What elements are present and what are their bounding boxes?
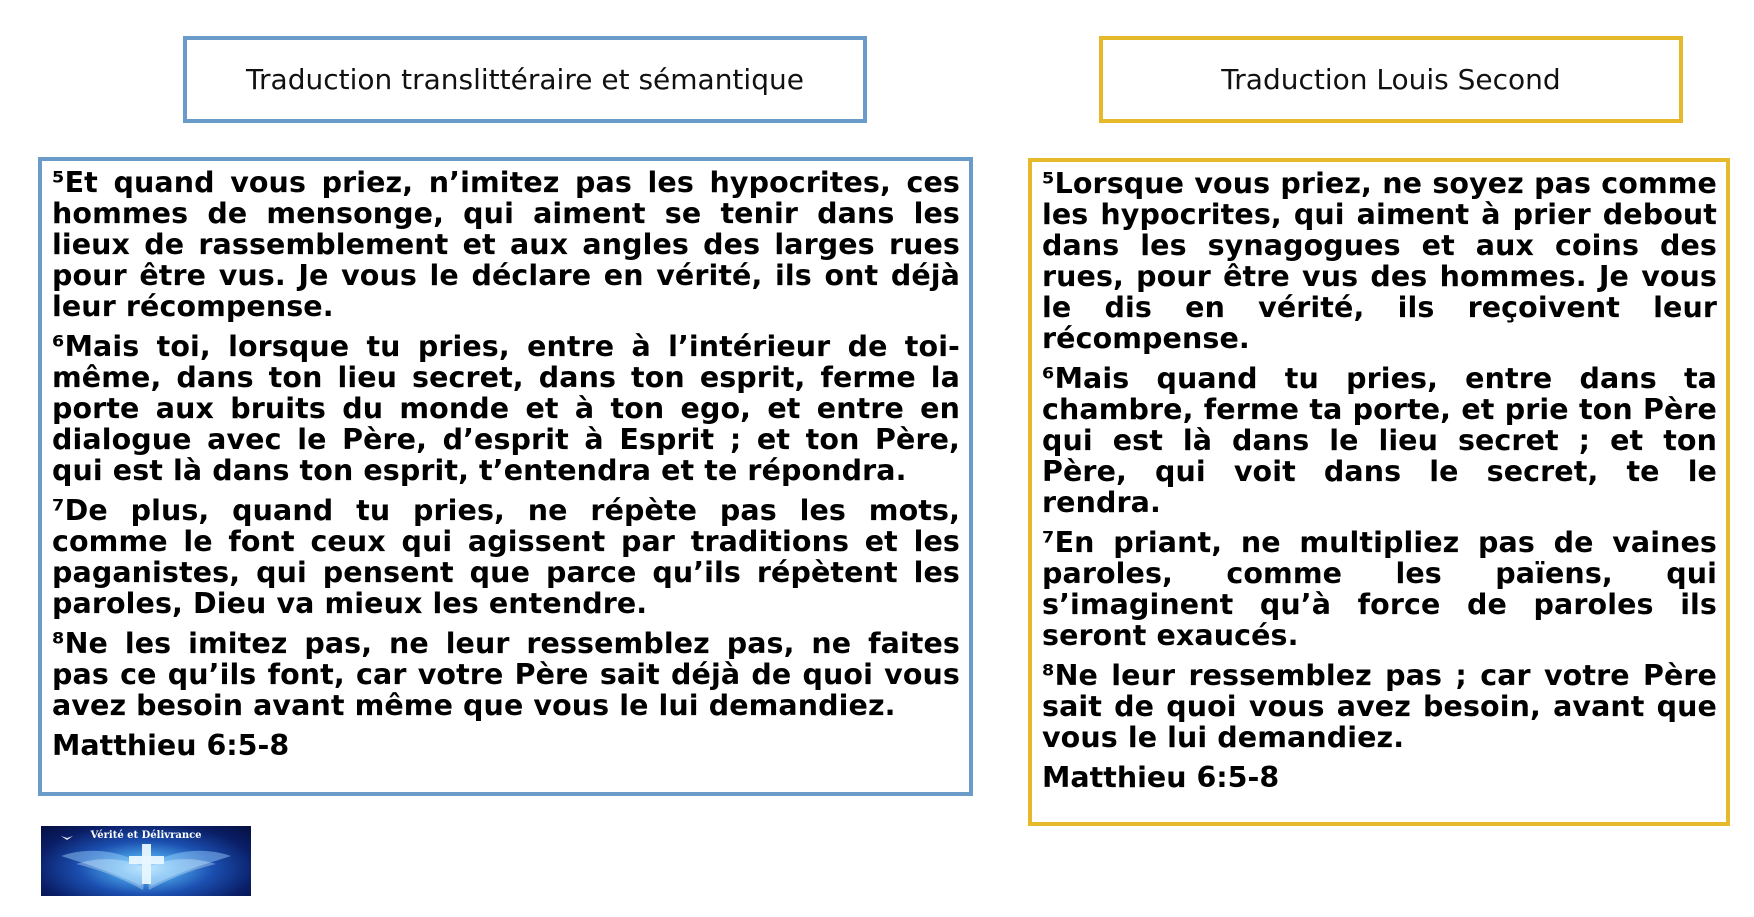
verse-text: Ne les imitez pas, ne leur ressemblez pas, ne faites pas ce qu’ils font, car votre Père sait déjà de quoi vous avez besoin avant même que vous le lui demandiez. xyxy=(52,627,960,722)
verse-number: ⁵ xyxy=(1042,167,1055,200)
verse-text: Lorsque vous priez, ne soyez pas comme les hypocrites, qui aiment à prier debout dans les synagogues et aux coins des rues, pour être vus des hommes. Je vous le dis en vérité, ils reçoivent leur récompense. xyxy=(1042,167,1717,355)
scripture-reference: Matthieu 6:5-8 xyxy=(1042,761,1280,794)
verse-6 xyxy=(1042,363,1717,518)
verse-7 xyxy=(1042,527,1717,651)
right-translation-header xyxy=(1099,36,1683,123)
left-translation-panel xyxy=(38,157,973,796)
verse-5 xyxy=(52,167,960,322)
verse-number: ⁸ xyxy=(1042,659,1055,692)
verse-7 xyxy=(52,495,960,619)
left-translation-header xyxy=(183,36,867,123)
verse-text: Et quand vous priez, n’imitez pas les hypocrites, ces hommes de mensonge, qui aiment se tenir dans les lieux de rassemblement et aux angles des larges rues pour être vus. Je vous le déclare en vérité, ils ont déjà leur récompense. xyxy=(52,166,960,323)
verse-text: De plus, quand tu pries, ne répète pas les mots, comme le font ceux qui agissent par traditions et les paganistes, qui pensent que parce qu’ils répètent les paroles, Dieu va mieux les entendre. xyxy=(52,494,960,620)
verse-number: ⁷ xyxy=(52,494,65,527)
verse-number: ⁶ xyxy=(1042,362,1055,395)
verse-number: ⁶ xyxy=(52,330,65,363)
verite-et-delivrance-logo xyxy=(41,826,251,896)
verse-text: En priant, ne multipliez pas de vaines paroles, comme les païens, qui s’imaginent qu’à force de paroles ils seront exaucés. xyxy=(1042,526,1717,652)
verse-text: Ne leur ressemblez pas ; car votre Père sait de quoi vous avez besoin, avant que vous le lui demandiez. xyxy=(1042,659,1717,754)
verse-number: ⁸ xyxy=(52,627,65,660)
right-translation-panel xyxy=(1028,158,1730,826)
verse-8 xyxy=(1042,660,1717,753)
left-translation-title: Traduction translittéraire et sémantique xyxy=(246,63,804,96)
logo-text: Vérité et Délivrance xyxy=(90,830,202,841)
verse-number: ⁵ xyxy=(52,166,65,199)
verse-5 xyxy=(1042,168,1717,354)
verse-8 xyxy=(52,628,960,721)
verse-text: Mais toi, lorsque tu pries, entre à l’intérieur de toi-même, dans ton lieu secret, dans ton esprit, ferme la porte aux bruits du monde et à ton ego, et entre en dialogue avec le Père, d’esprit à Esprit ; et ton Père, qui est là dans ton esprit, t’entendra et te répondra. xyxy=(52,330,960,487)
scripture-reference: Matthieu 6:5-8 xyxy=(52,729,290,762)
right-translation-title: Traduction Louis Second xyxy=(1221,63,1561,96)
verse-6 xyxy=(52,331,960,486)
verse-text: Mais quand tu pries, entre dans ta chambre, ferme ta porte, et prie ton Père qui est là dans le lieu secret ; et ton Père, qui voit dans le secret, te le rendra. xyxy=(1042,362,1717,519)
verse-number: ⁷ xyxy=(1042,526,1055,559)
